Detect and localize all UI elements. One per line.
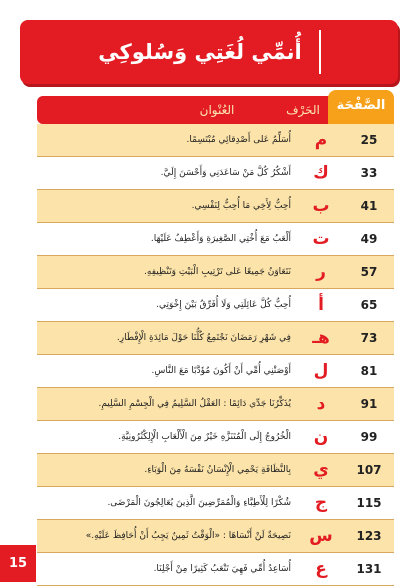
lesson-letter: ت — [312, 229, 330, 249]
lesson-letter: ب — [312, 196, 330, 216]
lesson-page-number: 131 — [356, 562, 382, 576]
table-row — [37, 454, 394, 487]
lesson-letter: ر — [316, 262, 326, 282]
lesson-letter: هـ — [312, 328, 330, 348]
header-letter-label: الحَرْف — [286, 103, 320, 117]
page-number: 15 — [0, 545, 36, 582]
lesson-letter: ي — [313, 460, 329, 480]
lesson-title: أُسَاعِدُ أُمِّي فَهِيَ تَتْعَبُ كَثِيرًا مِنْ أَجْلِنَا. — [153, 564, 291, 574]
lesson-page-number: 49 — [360, 232, 378, 246]
lesson-title: شُكْرًا لِلْأَطِبَّاءِ وَالْمُمَرِّضِينَ الَّذِينَ يُعَالِجُونَ الْمَرْضَى. — [107, 498, 291, 508]
table-row — [37, 421, 394, 454]
lesson-title: فِي شَهْرِ رَمَضَانَ نَجْتَمِعُ كُلُّنَا حَوْلَ مَائِدَةِ الْإِفْطَارِ. — [116, 333, 291, 343]
table-row — [37, 256, 394, 289]
header-title-label: العُنْوان — [199, 103, 235, 117]
table-row — [37, 487, 394, 520]
lesson-title: أَلْعَبُ مَعَ أُخْتِي الصَّغِيرَةِ وَأَعْطِفُ عَلَيْهَا. — [150, 234, 291, 244]
lesson-title: أُحِبُّ لِأَخِي مَا أُحِبُّ لِنَفْسِي. — [191, 201, 291, 211]
lesson-page-number: 33 — [360, 166, 378, 180]
table-row — [37, 289, 394, 322]
table-row — [37, 157, 394, 190]
lesson-title: نَصِيحَةٌ لَنْ أَنْسَاهَا : «الْوَقْتُ ثَمِينٌ يَجِبُ أَنْ أُحَافِظَ عَلَيْهِ.» — [85, 531, 291, 541]
lesson-title: الْخُرُوجُ إِلَى الْمُتَنَزَّهِ خَيْرٌ مِنَ الْأَلْعَابِ الْإِلِكْتُرُونِيَّةِ. — [118, 432, 291, 442]
table-row — [37, 322, 394, 355]
lesson-title: نَتَعَاوَنُ جَمِيعًا عَلى تَرْتِيبِ الْبَيْتِ وَتَنْظِيفِهِ. — [144, 267, 291, 277]
table-row — [37, 124, 394, 157]
lesson-letter: ج — [314, 493, 328, 513]
lesson-page-number: 25 — [360, 133, 378, 147]
table-row — [37, 520, 394, 553]
table-row — [37, 388, 394, 421]
header-page-label: الصَّفْحَة — [336, 98, 386, 113]
lesson-letter: د — [316, 394, 326, 414]
lesson-page-number: 81 — [360, 364, 378, 378]
banner-divider — [319, 30, 321, 74]
contents-table — [37, 90, 394, 586]
lesson-page-number: 57 — [360, 265, 378, 279]
page-title: أُنمِّي لُغَتِي وَسُلوكِي — [98, 40, 302, 64]
lesson-title: أَشْكُرُ كُلَّ مَنْ سَاعَدَنِي وَأَحْسَنَ إِلَيَّ. — [160, 168, 291, 178]
lesson-title: أَوْصَتْنِي أُمِّي أَنْ أَكُونَ مُؤَدَّبًا مَعَ النَّاسِ. — [151, 366, 291, 376]
table-header — [37, 96, 394, 124]
lesson-letter: أ — [318, 295, 324, 315]
lesson-letter: ن — [313, 427, 329, 447]
table-row — [37, 223, 394, 256]
title-banner — [20, 20, 398, 84]
lesson-page-number: 115 — [356, 496, 382, 510]
lesson-letter: ع — [315, 559, 327, 579]
lesson-letter: ل — [313, 361, 329, 381]
lesson-title: يُذَكِّرُنَا جَدِّي دَائِمًا : العَقْلُ السَّلِيمُ فِي الْجِسْمِ السَّلِيمِ. — [98, 399, 291, 409]
lesson-page-number: 91 — [360, 397, 378, 411]
lesson-letter: م — [314, 130, 328, 150]
lesson-page-number: 65 — [360, 298, 378, 312]
table-row — [37, 190, 394, 223]
lesson-page-number: 107 — [356, 463, 382, 477]
lesson-page-number: 123 — [356, 529, 382, 543]
table-row — [37, 355, 394, 388]
lesson-title: أُسَلِّمُ عَلى أَصْدِقائِي مُبْتَسِمًا. — [186, 135, 291, 145]
table-row — [37, 553, 394, 586]
lesson-title: بِالنَّظَافَةِ يَحْمِي الْإِنْسَانُ نَفْسَهُ مِنَ الْوَبَاءِ. — [144, 465, 291, 475]
lesson-title: أُحِبُّ كُلَّ عَائِلَتِي وَلَا أُفَرِّقُ بَيْنَ إِخْوَتِي. — [156, 300, 291, 310]
lesson-page-number: 41 — [360, 199, 378, 213]
lesson-letter: س — [309, 526, 333, 546]
table-body — [37, 124, 394, 586]
lesson-letter: ك — [313, 163, 329, 183]
lesson-page-number: 99 — [360, 430, 378, 444]
lesson-page-number: 73 — [360, 331, 378, 345]
